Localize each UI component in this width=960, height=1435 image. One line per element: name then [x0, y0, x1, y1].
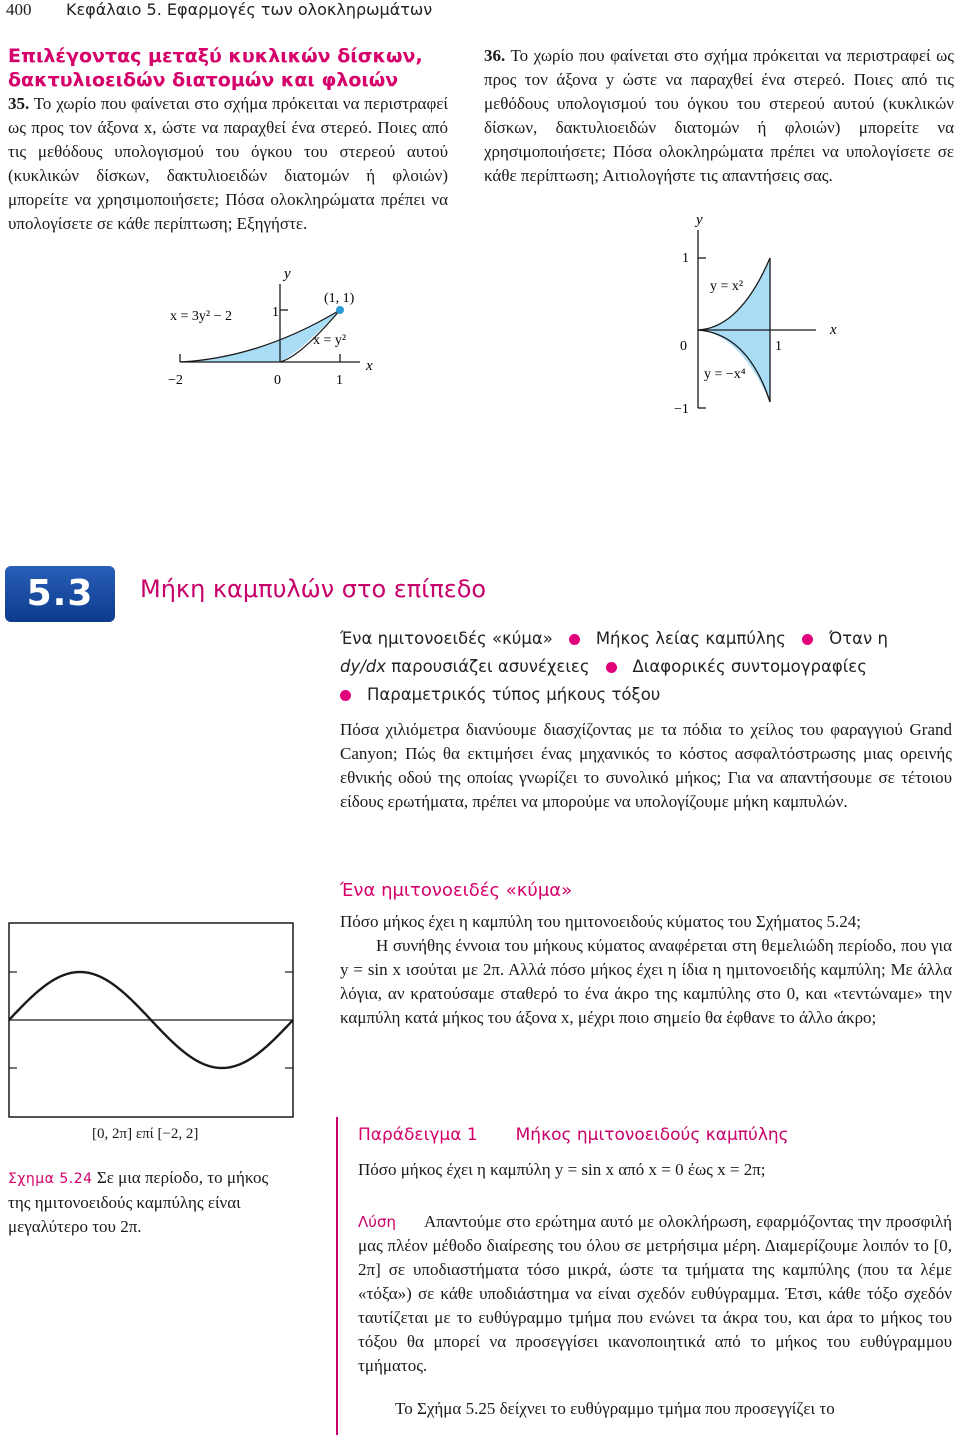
bullet-icon: [802, 634, 813, 645]
example-title: Μήκος ημιτονοειδούς καμπύλης: [515, 1125, 789, 1145]
topic-sine-wave: Ένα ημιτονοειδές «κύμα»: [340, 629, 553, 648]
topic-smooth-curve-length: Μήκος λείας καμπύλης: [595, 629, 786, 648]
figure-36-curve-top-label: y = x²: [710, 279, 744, 294]
solution-label: Λύση: [358, 1213, 396, 1231]
bullet-icon: [340, 690, 351, 701]
sine-wave-text: [340, 910, 952, 1030]
topic-when: Όταν η: [828, 629, 888, 648]
sine-wave-para2: Η συνήθης έννοια του μήκους κύματος αναφέρεται στη θεμελιώδη περίοδο, που για y = sin x ισούται με 2π. Αλλά πόσο μήκος έχει η ίδια η ημιτονοειδής καμπύλη; Με άλλα λόγια, αν κρατούσαμε σταθερό το ένα άκρο της καμπύλης στο 0, και «τεντώναμε» την καμπύλη κατά μήκος του άξονα x, μέχρι ποιο σημείο θα έφθανε το άλλο άκρο;: [340, 936, 952, 1027]
subsection-heading-line2: δακτυλιοειδών διατομών και φλοιών: [8, 69, 399, 91]
figure-35-x-label: x: [366, 358, 373, 374]
figure-36-tick-ym1-label: −1: [674, 402, 689, 417]
continuation-line: Το Σχήμα 5.25 δείχνει το ευθύγραμμο τμήμα που προσεγγίζει το: [395, 1399, 835, 1418]
figure-35-point-label: (1, 1): [324, 291, 355, 306]
running-head: Κεφάλαιο 5. Εφαρμογές των ολοκληρωμάτων: [66, 0, 433, 19]
section-intro: Πόσα χιλιόμετρα διανύουμε διασχίζοντας με τα πόδια το χείλος του φαραγγιού Grand Canyon; Πώς θα εκτιμήσει ένας μηχανικός το κόστος ασφαλτόστρωσης μιας ορεινής εθνικής οδού της οποίας γνωρίζει το συνολικό μήκος; Για να απαντήσουμε σε τέτοιου είδους ερωτήματα, πρέπει να μπορούμε να υπολογίζουμε μήκη καμπυλών.: [340, 720, 952, 811]
subsection-heading-line1: Επιλέγοντας μεταξύ κυκλικών δίσκων,: [8, 45, 423, 67]
figure-35: [150, 262, 400, 397]
bullet-icon: [569, 634, 580, 645]
section-topics: [340, 625, 952, 709]
figure-5-24: [8, 922, 294, 1118]
topic-parametric-arc-length: Παραμετρικός τύπος μήκους τόξου: [367, 685, 661, 704]
figure-5-24-caption: [8, 1166, 288, 1239]
exercise-36-text: Το χωρίο που φαίνεται στο σχήμα πρόκειται να περιστραφεί ως προς τον άξονα y ώστε να παραχθεί ένα στερεό. Ποιες από τις μεθόδους υπολογισμού του όγκου του στερεού αυτού (κυκλικών δίσκων, δακτυλιοειδών διατομών ή φλοιών) μπορείτε να χρησιμοποιήσετε; Πόσα ολοκληρώματα πρέπει να υπολογίσετε σε κάθε περίπτωση; Αιτιολογήστε τις απαντήσεις σας.: [484, 46, 954, 185]
exercise-35-number: 35.: [8, 94, 30, 113]
figure-36-tick-x0-label: 0: [680, 339, 687, 354]
figure-36-tick-y1-label: 1: [682, 251, 689, 266]
section-title: Μήκη καμπυλών στο επίπεδο: [140, 575, 487, 603]
figure-35-point: [336, 306, 344, 314]
figure-35-y-label: y: [284, 266, 291, 282]
subsection-heading: [8, 44, 448, 92]
bullet-icon: [606, 662, 617, 673]
figure-35-tick-xm2-label: −2: [168, 373, 183, 388]
page-number: 400: [6, 0, 32, 19]
example-label: Παράδειγμα 1: [358, 1125, 478, 1145]
solution-text: Απαντούμε στο ερώτημα αυτό με ολοκλήρωση, εφαρμόζοντας την προσφιλή μας πλέον μέθοδο διαίρεσης του όλου σε μετρήσιμα μέρη. Διαμερίζουμε λοιπόν το [0, 2π] σε υποδιαστήματα τόσο μικρά, ώστε τα τμήματα της καμπύλης (που τα λέμε «τόξα») σε κάθε υποδιάστημα να είναι σχεδόν ευθύγραμμα. Έτσι, κάθε τόξο σχεδόν ταυτίζεται με το ευθύγραμμο τμήμα που ενώνει τα άκρα του, και άρα το μήκος του τόξου θα μπορεί να προσεγγίσει ικανοποιητικά από το μήκος του ευθύγραμμου τμήματος.: [358, 1212, 952, 1375]
exercise-35-text: Το χωρίο που φαίνεται στο σχήμα πρόκειται να περιστραφεί ως προς τον άξονα x, ώστε να παραχθεί ένα στερεό. Ποιες από τις μεθόδους υπολογισμού του όγκου του στερεού αυτού (κυκλικών δίσκων, δακτυλιοειδών διατομών ή φλοιών) μπορείτε να χρησιμοποιήσετε; Πόσα ολοκληρώματα πρέπει να υπολογίσετε σε κάθε περίπτωση; Εξηγήστε.: [8, 94, 448, 233]
example-heading: [358, 1125, 789, 1145]
figure-36-tick-x1-label: 1: [775, 339, 782, 354]
example-solution: [358, 1210, 952, 1378]
section-number-badge: 5.3: [5, 566, 115, 622]
figure-5-24-label: Σχημα 5.24: [8, 1171, 93, 1187]
exercise-36: [484, 44, 954, 188]
topic-discontinuities: παρουσιάζει ασυνέχειες: [391, 657, 590, 676]
exercise-35: [8, 92, 448, 236]
example-question: Πόσο μήκος έχει η καμπύλη y = sin x από x = 0 έως x = 2π;: [358, 1160, 766, 1179]
figure-5-24-caption-text: Σε μια περίοδο, το μήκος της ημιτονοειδούς καμπύλης είναι μεγαλύτερο του 2π.: [8, 1168, 269, 1236]
figure-36-y-label: y: [696, 212, 703, 228]
figure-35-tick-x0-label: 0: [274, 373, 281, 388]
figure-35-curve1-label: x = 3y² − 2: [170, 309, 232, 324]
figure-35-tick-x1-label: 1: [336, 373, 343, 388]
example-divider: [336, 1117, 338, 1435]
figure-36: [660, 210, 860, 425]
topic-differential-shorthand: Διαφορικές συντομογραφίες: [632, 657, 867, 676]
sine-wave-heading: Ένα ημιτονοειδές «κύμα»: [340, 880, 573, 901]
figure-36-curve-bottom-label: y = −x⁴: [704, 367, 746, 382]
sine-wave-para1: Πόσο μήκος έχει η καμπύλη του ημιτονοειδούς κύματος του Σχήματος 5.24;: [340, 912, 861, 931]
exercise-36-number: 36.: [484, 46, 506, 65]
figure-5-24-window: [0, 2π] επί [−2, 2]: [92, 1126, 199, 1142]
figure-36-x-label: x: [830, 322, 837, 338]
topic-dydx: dy/dx: [340, 657, 387, 676]
figure-35-tick-y1-label: 1: [272, 305, 279, 320]
figure-35-curve2-label: x = y²: [313, 333, 347, 348]
